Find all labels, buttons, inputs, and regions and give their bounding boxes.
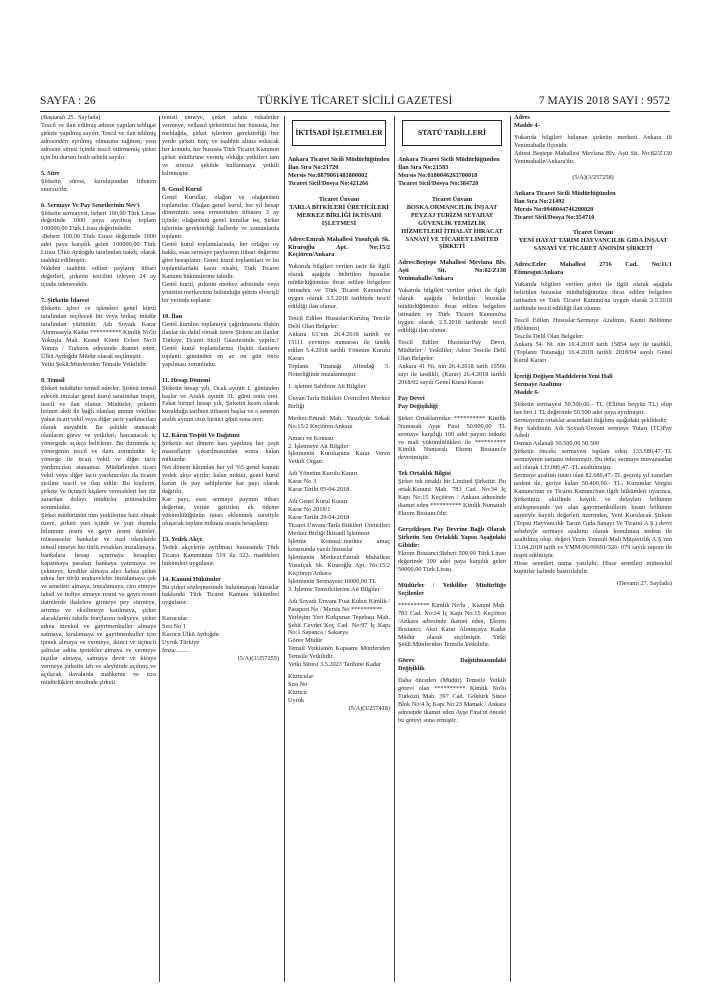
paragraph: Amacı ve Konusu: <box>288 434 335 442</box>
paragraph: Ünvan:Tarla Bitkileri Üreticileri Merkez Birliği <box>288 394 390 410</box>
founders-row: Sıra No 1 <box>162 623 186 631</box>
subheading: Müdürler / Yetkililer Müdürlüğe Seçilenler <box>398 581 506 597</box>
page-number: SAYFA : 26 <box>40 95 96 107</box>
paragraph: Temsil Yetkisinin Kapsamı Münferiden Temsile Yetkilidir. <box>288 645 390 661</box>
subheading: Gerçekleşen Pay Devrine Bağlı Olarak Şirketin Son Ortaklık Yapısı Aşağıdaki Gibidir: <box>398 526 506 549</box>
paragraph: Şirket Ortaklarından ********** Kimlik Numaralı Ayşe Fırat 50.000,00 TL sermaye karşılığı 100 adet payını hukuki ve mali yükümlülükleri ile ********** Kimlik Numaralı Ekrem Bostanci'e devretmiştir. <box>398 414 506 462</box>
paragraph: Nakden taahhüt edilen payların itibari değerleri, şirketin tescilini izleyen 24 ay içinde ödenecektir. <box>41 265 156 289</box>
trade-name-label: Ticaret Ünvanı <box>431 195 473 203</box>
paragraph: Yukarıda bilgileri verilen şirket ile ilgili olarak aşağıda belirtilen hususlar müdürlüğümüze ibraz edilen belgelere istinaden ve Türk Ticaret Kanunu'na uygun olarak 2.5.2018 tarihinde tescil edildiği ilan olunur. <box>398 287 506 335</box>
subheading: Madde 4- <box>514 121 540 129</box>
article-heading: 14. Kanuni Hükümler <box>162 575 221 583</box>
registry-line: Ticaret Sicil/Dosya No:421266 <box>288 179 369 187</box>
subheading: Pay Değişikliği <box>398 402 438 410</box>
registry-line: Mersis No:0180046263700018 <box>398 171 478 179</box>
article-heading: 6. Sermaye Ve Pay Senetlerinin Nev'i <box>41 201 140 209</box>
announcement-ref: (5/A)(3/257258) <box>572 173 614 181</box>
paragraph: Tescile Delil Olan Belgeler: <box>514 332 584 340</box>
column-2 <box>162 114 279 663</box>
paragraph: Karar No 2018/1 <box>288 506 331 514</box>
paragraph: Yetki Şekli:Münferiden Temsile Yetkilidir. <box>41 360 148 368</box>
gazette-title: TÜRKİYE TİCARET SİCİLİ GAZETESİ <box>257 95 453 107</box>
column-5 <box>514 114 672 588</box>
registry-line: İlan Sıra No:21720 <box>288 163 339 171</box>
paragraph: Ticaret Ünvanı:Tarla Bitkileri Üreticileri Merkez Birliği İktisadi İşletmesi <box>288 522 390 538</box>
paragraph: Şirketin hesap yılı, Ocak ayının 1. gününden başlar ve Aralık ayının 31. günü sona erer. Fakat birinci hesap yılı, Şirketin kesin olarak kurulduğu tarihten itibaren başlar ve o senenin aralık ayının otuz birinci günü sona erer. <box>162 384 279 424</box>
trade-name: BOSKA ORMANCILIK İNŞAAT PEYZAJ TURİZM SEYAHAT GÜVENLİK TEMİZLİK HİZMETLERİ İTHALAT İHRACAT SANAYİ VE TİCARET LİMİTED ŞİRKETİ <box>401 203 503 251</box>
paragraph: Adresi Beştepe Mahallesi Mevlana Blv. Aşti Sit. No:82/Z130 Yenimahalle/Ankara'dır. <box>514 149 672 165</box>
paragraph: Kar payı, esas sermaye payının itibari değerine, yerine getirilen ek ödeme yükümlülüğünün tutarı eklenmek suretiyle oluşacak toplam miktara oranla hesaplanır. <box>162 495 279 527</box>
founders-label: Kurucular <box>288 673 314 681</box>
paragraph: Karar Tarihi 29-04-2018 <box>288 514 350 522</box>
paragraph: Şirketin önceki sermayesi toplam eden 133.586,47.-TL sermayenin tamamı ödenmiştir. Bu defa; sermaye muvazaadan azl olarak 133.086,47.-TL azaltılmıştır. <box>514 448 672 472</box>
article-heading: 12. Kârın Tespiti Ve Dağıtımı <box>162 432 240 440</box>
paragraph: Genel kurul toplantılarında, her ortağın oy hakkı, esas sermaye paylarının itibari değerine göre hesaplanır. Genel kurul toplantıları ve bu toplantılardaki karar nisabı, Türk Ticaret Kanunu hükümlerine tabidir. <box>162 241 279 281</box>
subheading-part: Dağıtılmasındaki <box>460 657 506 665</box>
announcement-ref: (5/A)(3/257418) <box>348 705 390 713</box>
trade-name: YENİ HAYAT TARIM HAYVANCILIK GIDA İNŞAAT SANAYİ VE TİCARET ANONİM ŞİRKETİ <box>518 237 668 253</box>
paragraph: Adı Yönetim Kurulu Kararı <box>288 470 358 478</box>
paragraph: Merkez:Emrah Mah. Yusufçuk Sokak No:15/2 Keçiören Ankara <box>288 414 390 430</box>
founders-row: Sıra No <box>288 681 308 689</box>
paragraph: Ankara 54. Nt. nin 16.4.2018 tarih 15854 sayı ile tasdikli, (Toplantı Tutanağı) 16.4.2018 tarihli 2018/04 sayılı Genel Kurul Kararı <box>514 340 672 364</box>
founders-row: Kurucu <box>288 689 307 697</box>
paragraph: İşletme Konusu:.merkez amaç konusunda yazılı hususlar <box>288 537 390 553</box>
subheading: Pay Devri <box>398 394 425 402</box>
paragraph: Tescil Edilen Hususlar:Sermaye Azaltımı, Kısmi Bölünme (Bölünen) <box>514 317 672 333</box>
paragraph: İşletmenin Merkezi:Emrah Mahallesi Yusufçuk Sk. Kiraroğlu Apt. No:15/2 Keçiören/Ankara <box>288 553 390 577</box>
paragraph: Ekrem Bostanci:Beheri 500,00 Türk Lirası değerinde 100 adet paya karşılık gelen 50000,00 Türk Lirası. <box>398 549 506 573</box>
registry-office: Ankara Ticaret Sicili Müdürlüğünden <box>288 155 390 163</box>
paragraph: İşletmenin Kuruluşuna Karar Veren Yetkili Organ: <box>288 450 390 466</box>
paragraph: Toplantı Tutanağı Altındağ 5. Noterliğinde imzalanmıştır. <box>288 362 390 378</box>
column-4 <box>398 114 506 725</box>
column-divider <box>159 116 160 982</box>
column-divider <box>510 116 511 982</box>
registry-line: İlan Sıra No:21583 <box>398 163 449 171</box>
paragraph: Yukarıda bilgileri bulunan şirketin merkezi Ankara ili Yenimahalle ilçesidir. <box>514 133 672 149</box>
article-heading: 8. Temsil <box>41 376 65 384</box>
paragraph: Şirket tek ortaklı bir Limited Şirkettir. Bu ortak.Kanuni Mah. 783 Cad. No:34 İç Kapı No:15 Keçiören / Ankara adresinde ikamet eden ********** Kimlik Numaralı Ekrem Bostanci'dır. <box>398 478 506 518</box>
continued-note: (Baştarafı 25 . Sayfada) <box>41 114 101 121</box>
announcement-ref: (5/A)(3/257255) <box>237 655 279 663</box>
address: Adres:Erler Mahallesi 2716 Cad. No:11/1 Etimesgut/Ankara <box>514 261 672 277</box>
paragraph: Yedek akçelerin ayrılması hususunda Türk Ticaret Kanununun 519 ila 523. maddeleri hükümleri uygulanır. <box>162 543 279 567</box>
registry-office: Ankara Ticaret Sicili Müdürlüğünden <box>514 189 616 197</box>
paragraph: Ankara 41 Nt. nin 26.4.2018 tarih 10566 sayı ile tasdikli, (Karar) 26.4.2018 tarihli 2018/02 sayılı Genel Kurul Kararı <box>398 362 506 386</box>
column-1 <box>41 114 156 687</box>
registry-line: Ticaret Sicil/Dosya No:354710 <box>514 213 595 221</box>
subheading <box>398 657 506 665</box>
trade-name: TARLA BİTKİLERİ ÜRETİCİLERİ MERKEZ BİRLİĞİ İKTİSADİ İŞLETMESİ <box>289 203 389 227</box>
subheading: Madde 6- <box>514 388 540 396</box>
trade-name-label: Ticaret Ünvanı <box>318 195 360 203</box>
paragraph: Osman Aslanali 50.500,00 50.500 <box>514 440 600 448</box>
paragraph: Görev Müdür <box>288 637 323 645</box>
article-heading: 9. Genel Kurul <box>162 185 202 193</box>
founders-row: Uyruk <box>288 697 304 705</box>
paragraph: Genel kurul, şirketin merkez adresinde veya yönetim merkezinin bulunduğu şehrin elverişli bir yerinde toplanır. <box>162 281 279 304</box>
registry-line: İlan Sıra No:21492 <box>514 197 565 205</box>
article-heading: 5. Süre <box>41 169 60 177</box>
issue-date: 7 MAYIS 2018 SAYI : 9572 <box>538 95 670 107</box>
subheading: Değişiklik <box>398 665 425 673</box>
registry-office: Ankara Ticaret Sicili Müdürlüğünden <box>398 155 500 163</box>
subheading-part: Görev <box>398 657 415 665</box>
paragraph: 2. İşletmeye Ait Bilgiler <box>288 442 349 450</box>
paragraph: -Beheri 100,00 Türk Lirası değerinde 1000 adet paya karşılık gelen 100000,00 Türk Lirası Ülkü Aydoğdu tarafından nakdi, olarak taahhüt edilmiştir. <box>41 233 156 265</box>
article-heading: 10. İlan <box>162 312 183 320</box>
subheading: Adres <box>514 114 530 121</box>
address: Adres:Beştepe Mahallesi Mevlana Blv. Aşti Sit. No:82/Z130 Yenimahalle/Ankara <box>398 259 506 283</box>
paragraph: Ankara 63.'nin 26.4.2018 tarihli ve 15111 yevmiye numarası ile tasdik edilen 5.4.2018 tarihli Yönetim Kurulu Kararı <box>288 331 390 362</box>
continued-note: (Devamı 27. Sayfada) <box>616 579 672 587</box>
paragraph: ********** Kimlik No'lu , Kanuni Mah. 783 Cad. No:34 İç Kapı No:15 Keçiören /Ankara adresinde ikamet eden, Ekrem Bostanci; Aksi Karar Alınıncaya Kadar Müdür olarak seçilmiştir. Yetki Şekli:Münferiden Temsile Yetkilidir. <box>398 601 506 649</box>
paragraph: Tescil ve ilan edilmiş adrese yapılan tebligat şirkete yapılmış sayılır. Tescil ve ilan edilmiş adresinden ayrılmış olmasına rağmen, yeni adresini süresi içinde tescil ettirmemiş şirket için bu durum fesih sebebi sayılır. <box>41 121 156 161</box>
column-3 <box>288 114 390 713</box>
column-divider <box>394 116 395 982</box>
paragraph: Pay Sahibinin Adı Soyadı/Ünvanı sermaye Tutarı (TL)Pay Adedi <box>514 424 672 440</box>
subheading: İçeriği Değişen Maddelerin Yeni Hali <box>514 372 613 380</box>
founders-row: İmza:........ <box>162 647 189 655</box>
paragraph: İşletmenin Sermayesi:10000,00 TL <box>288 577 377 585</box>
section-box-statu: STATÜ TADİLLERİ <box>402 120 502 146</box>
paragraph: Daha önceden (Müdür) Temsile Yetkili görevi olan ********** Kimlik No'lu Türközü Mah. 397 Cad. Göktürk Sitesi Blok No:4 İç Kapı No:23 Mamak / Ankara adresinde ikamet eden Ayşe Fırat'ın önceki bu görevi sona ermiştir. <box>398 677 506 725</box>
subheading: Tek Ortaklık Bilgisi <box>398 470 451 478</box>
paragraph: Tescil Edilen Hususlar:Pay Devri, Müdürler / Yetkililer, Adres Tescile Delil Olan Belgeler: <box>398 339 506 362</box>
paragraph: Genel Kurullar, olağan ve olağanüstü toplanırlar. Olağan genel kurul, her yıl hesap döneminin sona ermesinden itibaren 3 ay içinde; olağanüstü genel kurullar ise, Şirket işlerinin gerektirdiği hallerde ve zamanlarda toplanır. <box>162 193 279 241</box>
paragraph: Yetki Süresi 3.5.2023 Tarihine Kadar <box>288 661 381 669</box>
column-divider <box>284 116 285 982</box>
paragraph: Şirketin süresi, kuruluşundan itibaren sınırsız'dır. <box>41 177 156 193</box>
paragraph: Karar Tarihi 05-04-2018 <box>288 486 350 494</box>
registry-line: Mersis No:0879061481800002 <box>288 171 368 179</box>
paragraph: Tescil Edilen Hususlar:Kuruluş Tescile Delil Olan Belgeler: <box>288 315 390 331</box>
paragraph: Yerleşim Yeri Kırkpınar Tepebaşı Mah. Şehit Cevdet Koç Cad. No:97 İç Kapı No:1 Sapanca / Sakarya <box>288 613 390 637</box>
founders-row: Uyruk Türkiye <box>162 639 200 647</box>
paragraph: Şirketin net dönem karı yapılmış her çeşit masrafların çıkarılmasından sonra kalan miktardır. <box>162 440 279 464</box>
founders-row: Kurucu Ülkü Aydoğdu <box>162 631 219 639</box>
address: Adres:Emrah Mahallesi Yusufçuk Sk. Kiraroğlu Apt. No:15/2 Keçiören/Ankara <box>288 235 390 259</box>
paragraph: Şirketin sermayesi, beheri 100,00 Türk Lirası değerinde 1000 paya ayrılmış toplam 100000,00 Türk Lirası değerindedir. <box>41 209 156 233</box>
page-header <box>40 95 670 111</box>
paragraph: Şirketin sermayesi 50.500,00.- TL (Ellibin beşyüz TL) olup her biri 1 TL değerinde 50.500 adet paya ayrılmıştır. <box>514 400 672 416</box>
paragraph: Adı Genel Kurul Kararı <box>288 498 348 506</box>
founders-label: Kurucular <box>162 615 188 623</box>
paragraph: Net dönem kârından her yıl %5 genel kanuni yedek akçe ayrılır; kalan miktar, genel kurul kararı ile pay sahiplerine kar payı olarak dağıtılır. <box>162 464 279 495</box>
section-box-iktisadi: İKTİSADİ İŞLETMELER <box>292 120 386 146</box>
paragraph: Yukarıda bilgileri verilen tacir ile ilgili olarak aşağıda belirtilen hususlar müdürlüğümüze ibraz edilen belgelere istinaden ve Türk Ticaret Kanunu'na uygun olarak 3.5.2018 tarihinde tescil edildiği ilan olunur. <box>288 263 390 311</box>
paragraph: 3. İşletme Temsilcilerine Ait Bilgiler <box>288 585 380 593</box>
paragraph: Bu şirket sözleşmesinde bulunmayan hususlar hakkında Türk Ticaret Kanunu hükümleri uygulanır. <box>162 583 279 607</box>
paragraph: 1. işletme Sahibine Ait Bilgiler <box>288 382 366 390</box>
paragraph: Yukarıda bilgileri verilen şirket ile ilgili olarak aşağıda belirtilen hususlar müdürlüğümüze ibraz edilen belgelere istinaden ve Türk Ticaret Kanunu'na uygun olarak 2.5.2018 tarihinde tescil edildiği ilan olunur. <box>514 281 672 313</box>
registry-line: Ticaret Sicil/Dosya No:384720 <box>398 179 479 187</box>
trade-name-label: Ticaret Ünvanı <box>572 229 614 237</box>
paragraph: Sermaye azaltım tutarı olan 82.686,47.-TL geçmiş yıl zararları nedeni ile, geriye kalan 50.400,00.- TL; Kurumlar Vergisi Kanunu'nun ve Ticaret Kanunu'nun ilgili hükümleri uyarınca, Şirketimiz aktifinde kayıtlı ve detayları bölünme sözleşmesinde yer alan gayrimenkullerin kısmi bölünme suretiyle kayıtlı değerleri üzerinden, Yeni Kurulacak Şirkete (Topsu Hayvancılık Tarım Gıda Sanayi Ve Ticaret A.Ş.) devri sebebiyle sermaye azaltımı olarak konulması nedeni ile azaltılmış olup, değeri Yezin Yeminli Mali Müşavirlik A.Ş.'nin 13.04.2018 tarih ve YMM-06/00691/326- 079 sayılı raporu ile tespit edilmiştir. <box>514 472 672 559</box>
paragraph: temsil etmeye, şirket adına vekaletler vermeye, velhasıl şirketimizi her hususta, her meblağda, şirket işlerinin gerektirdiği her yerde şirketi borç ve taahhüt altına sokacak her konuda, her hususta Türk Ticaret Kanunun şirket müdürüne vermiş olduğu yetkileri tam ve sınırsız şekilde kullanmaya yetkili kılınmıştır. <box>162 114 279 177</box>
paragraph: Hisse senetleri nama yazılıdır. Hisse senetleri müteselsil kupürler halinde bastırılabilir. <box>514 559 672 575</box>
paragraph: Şirketi müdürler temsil ederler. Şirketi temsil edecek imzalar genel kurul tarafından tespit, tescil ve ilan olunur. Müdürler, şirketin hizmet akdi ile bağlı olanları umum vekiline yahut ticari vekil veya diğer tacir yardımcıları olarak atayabilir. Bu şekilde atanacak olanların görev ve yetkileri, harcanacak iç yönergede açıkça belirlenir. Bu durumda iç yönergenin tescil ve ilanı zorunludur. İç yönerge ile ticari vekil ve diğer tacir yardımcıları atanamaz. Müdürlerden ticari vekil veya diğer tacir yardımcıları da ticaret siciline tescil ve ilan edilir. Bu kişilerin, şirkete ve üçüncü kişilere verecekleri her tür zarardan dolayı müdürler müteselsilen sorumludur. <box>41 384 156 511</box>
subheading: Sermaye Azaltımı <box>514 380 562 388</box>
paragraph: Sermayenin ortaklar arasındaki dağılımı aşağıdaki şekildedir; <box>514 416 668 424</box>
paragraph: Şirket müdürünün tüm yetkilerine haiz olmak üzere, şirketi yurt içinde ve yurt dışında bilumum resmi ve gayri resmi daireler, müesseseler bankalar ve özel idarelerde temsil etmeye her türlü evrakları imzalamaya, bankalara hesap açtırmaya hesapları kapatmaya paraları bankaya yatırmaya ve çekmeye, krediler almaya alıcı kabza şirket adına her türlü mukaveleler imzalamaya çek ve senetleri almaya, imzalamaya, ciro etmeye tahsil ve tediye etmeye resmi ve gayri resmi dairelerde ihalelere girmeye pey sürmeye, artırma ve eksiltmeye katılmaya, şirket alacaklarını tahsile borçlarını tediyeye, şirket adına menkul ve gayrimenkuller almaya satmaya, kiralamaya ve gayrimenkuller için ipotek almaya ve vermeye, ikinci ve üçüncü şahıslar adına ipotekler almaya ve vermeye taşıtlar almaya, satmaya devir ve kiraya vermeye şirketin leh ve aleyhinde açılmış ve açılacak davalarda mahkeme ve icra müdürlükleri nezdinde şirketi <box>41 511 156 686</box>
paragraph: Genel kurulun toplantıya çağrılmasına ilişkin ilanlar da dahil olmak üzere Şirkete ait ilanlar Türkiye Ticaret Sicili Gazetesinde yapılır.? Genel kurul toplantılarına ilişkin ilanların toplantı gününden en az on gün önce yapılması zorunludur. <box>162 320 279 368</box>
paragraph: Adı Soyadı Ünvanı Fuat Kukut Kimlik / Passport No / Mersis No ********** <box>288 597 390 613</box>
header-rule <box>40 111 670 112</box>
paragraph: Şirketin işleri ve işlemleri genel kurul tarafından seçilecek bir veya birkaç müdür tarafından yürütülür. Adı Soyadı Karar Alınmasıyla Kadar ********** Kimlik No'lu Yokuşlu Mah. Kestel Köme Evleri No:9 Yomra / Trabzon adresinde ikamet eden, Ülkü Aydoğdu Müdür olarak seçilmiştir. <box>41 305 156 360</box>
article-heading: 7. Şirketin İdaresi <box>41 297 89 305</box>
paragraph: Karar No 3 <box>288 478 317 486</box>
article-heading: 13. Yedek Akçe <box>162 535 203 543</box>
registry-line: Mersis No:0948044746200020 <box>514 205 594 213</box>
article-heading: 11. Hesap Dönemi <box>162 376 211 384</box>
